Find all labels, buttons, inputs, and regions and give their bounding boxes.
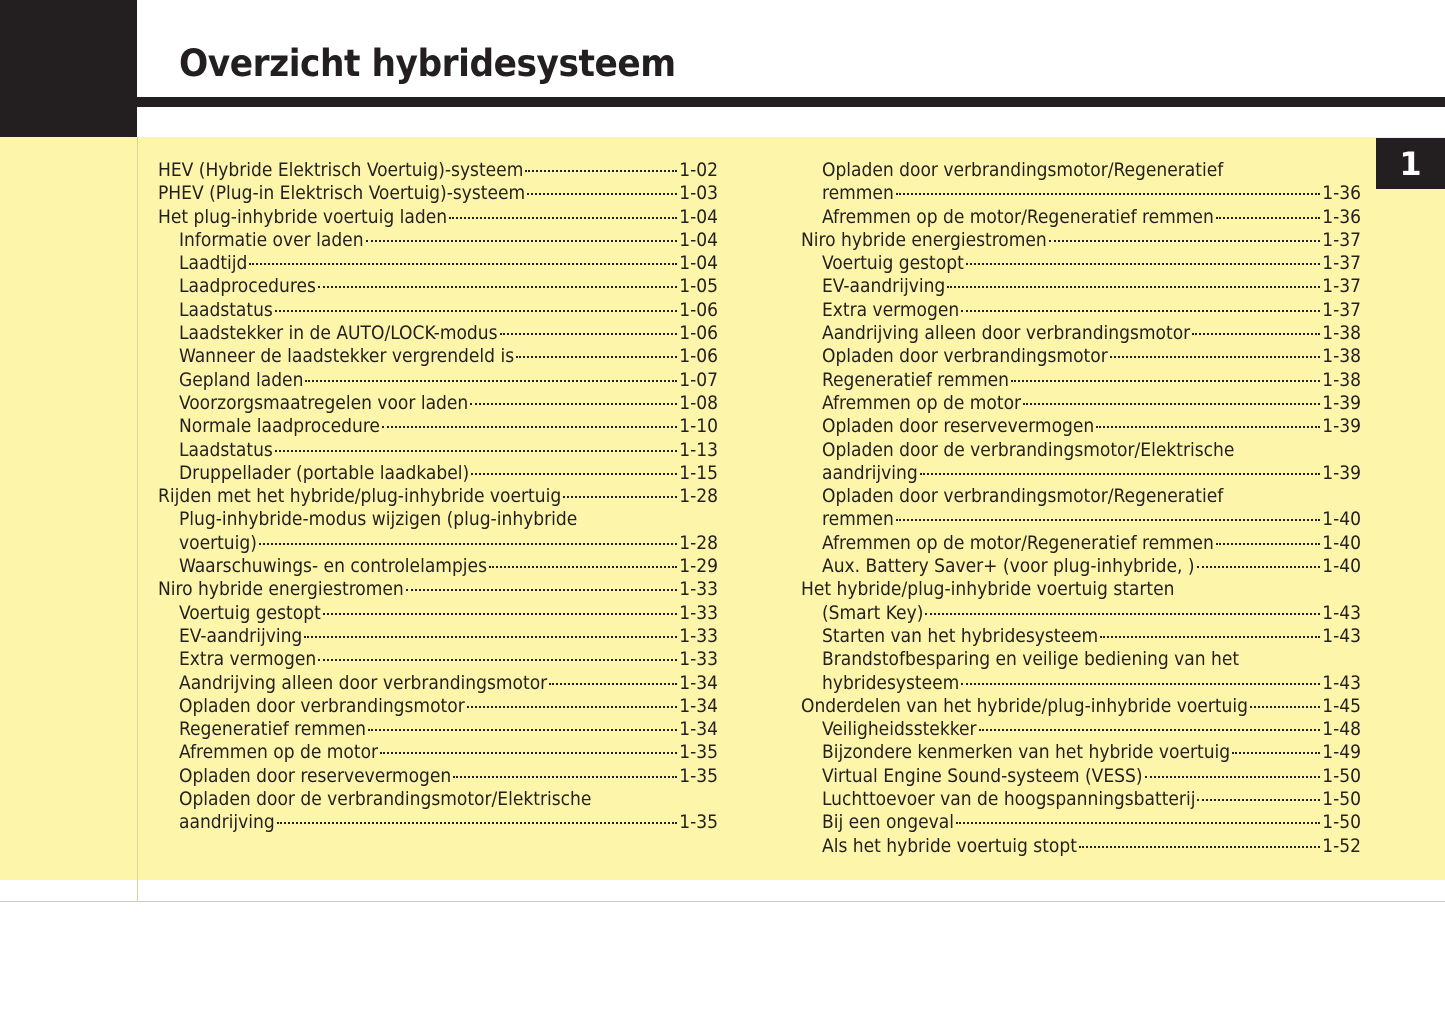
toc-entry-title: Informatie over laden	[179, 228, 364, 251]
toc-entry-title: EV-aandrijving	[822, 275, 946, 298]
dot-leader	[275, 450, 677, 452]
toc-entry-page: 1-39	[1322, 415, 1361, 438]
toc-entry-title: Laadstatus	[179, 438, 273, 461]
toc-entry-title: remmen	[822, 182, 894, 205]
toc-entry-title: Als het hybride voertuig stopt	[822, 834, 1077, 857]
toc-entry-page: 1-39	[1322, 391, 1361, 414]
toc-entry-page: 1-50	[1322, 764, 1361, 787]
dot-leader	[525, 170, 677, 172]
toc-entry-title: Opladen door verbrandingsmotor/Regeneratief	[822, 159, 1224, 181]
dot-leader	[366, 240, 678, 242]
toc-entry[interactable]	[158, 369, 718, 392]
toc-entry-page: 1-06	[679, 322, 718, 345]
toc-entry-title: aandrijving	[179, 811, 275, 834]
dot-leader	[1096, 426, 1320, 428]
dot-leader	[304, 636, 677, 638]
dot-leader	[305, 380, 677, 382]
dot-leader	[527, 193, 677, 195]
toc-entry-title: Brandstofbesparing en veilige bediening van het	[822, 648, 1240, 671]
toc-entry-title: Niro hybride energiestromen	[158, 578, 404, 601]
toc-entry[interactable]	[801, 648, 1361, 671]
dot-leader	[1250, 706, 1320, 708]
toc-entry[interactable]	[801, 206, 1361, 229]
toc-entry-page: 1-36	[1322, 182, 1361, 205]
toc-entry-page: 1-06	[679, 298, 718, 321]
toc-entry-page: 1-40	[1322, 508, 1361, 531]
header-rule	[137, 97, 1445, 107]
toc-entry[interactable]	[158, 625, 718, 648]
toc-entry-title: Opladen door de verbrandingsmotor/Elektrische	[822, 438, 1235, 461]
toc-entry[interactable]	[158, 672, 718, 695]
dot-leader	[470, 403, 677, 405]
dot-leader	[1145, 776, 1321, 778]
toc-entry-page: 1-40	[1322, 531, 1361, 554]
toc-entry[interactable]	[801, 369, 1361, 392]
dot-leader	[500, 333, 678, 335]
dot-leader	[1011, 380, 1320, 382]
toc-entry-title: Het hybride/plug-inhybride voertuig starten	[801, 578, 1175, 601]
toc-entry-title: Bijzondere kenmerken van het hybride voertuig	[822, 741, 1231, 764]
toc-entry-title: Afremmen op de motor	[822, 391, 1022, 414]
toc-entry-page: 1-38	[1322, 368, 1361, 391]
margin-divider	[137, 137, 138, 901]
toc-entry-page: 1-50	[1322, 788, 1361, 811]
toc-entry-title: Opladen door verbrandingsmotor	[179, 694, 465, 717]
toc-entry-title: Aandrijving alleen door verbrandingsmotor	[822, 322, 1191, 345]
toc-entry[interactable]	[801, 811, 1361, 834]
toc-entry-title: hybridesysteem	[822, 671, 960, 694]
toc-entry[interactable]	[801, 602, 1361, 625]
toc-entry[interactable]	[801, 835, 1361, 858]
dot-leader	[563, 496, 677, 498]
toc-entry-title: Bij een ongeval	[822, 811, 954, 834]
toc-entry[interactable]	[158, 322, 718, 345]
toc-entry[interactable]	[158, 485, 718, 508]
toc-entry-page: 1-29	[679, 555, 718, 578]
toc-entry-page: 1-43	[1322, 671, 1361, 694]
toc-entry-page: 1-37	[1322, 275, 1361, 298]
toc-entry-title: voertuig)	[179, 531, 257, 554]
footer-rule	[0, 901, 1445, 902]
toc-entry-title: Voertuig gestopt	[179, 601, 321, 624]
dot-leader	[1110, 356, 1320, 358]
dot-leader	[277, 822, 677, 824]
toc-entry-page: 1-50	[1322, 811, 1361, 834]
toc-entry[interactable]	[158, 788, 718, 811]
toc-entry-title: Laadtijd	[179, 252, 248, 275]
toc-entry-page: 1-43	[1322, 601, 1361, 624]
toc-entry-title: EV-aandrijving	[179, 624, 303, 647]
toc-entry-page: 1-34	[679, 671, 718, 694]
toc-entry-page: 1-04	[679, 228, 718, 251]
toc-entry[interactable]	[158, 299, 718, 322]
toc-entry[interactable]	[158, 532, 718, 555]
dot-leader	[323, 613, 677, 615]
toc-entry-title: Extra vermogen	[179, 648, 317, 671]
toc-entry[interactable]	[801, 672, 1361, 695]
toc-column-right	[801, 159, 1361, 858]
toc-entry-title: Waarschuwings- en controlelampjes	[179, 555, 487, 578]
dot-leader	[1216, 217, 1320, 219]
toc-entry[interactable]	[801, 718, 1361, 741]
dot-leader	[406, 589, 677, 591]
toc-entry-page: 1-35	[679, 764, 718, 787]
toc-entry[interactable]	[158, 602, 718, 625]
toc-entry-page: 1-08	[679, 391, 718, 414]
toc-entry-page: 1-36	[1322, 205, 1361, 228]
toc-entry-page: 1-34	[679, 718, 718, 741]
dot-leader	[275, 310, 677, 312]
toc-entry-page: 1-39	[1322, 461, 1361, 484]
toc-entry-page: 1-03	[679, 182, 718, 205]
toc-entry-page: 1-35	[679, 741, 718, 764]
toc-entry[interactable]	[158, 508, 718, 531]
toc-entry-page: 1-49	[1322, 741, 1361, 764]
dot-leader	[549, 683, 677, 685]
toc-entry[interactable]	[801, 485, 1361, 508]
dot-leader	[979, 729, 1321, 731]
dot-leader	[1100, 636, 1320, 638]
toc-entry[interactable]	[801, 555, 1361, 578]
toc-entry-title: Virtual Engine Sound-systeem (VESS)	[822, 764, 1143, 787]
toc-entry[interactable]	[801, 345, 1361, 368]
toc-entry-page: 1-35	[679, 811, 718, 834]
dot-leader	[368, 729, 677, 731]
toc-entry-page: 1-33	[679, 578, 718, 601]
dot-leader	[453, 776, 677, 778]
toc-entry[interactable]	[801, 439, 1361, 462]
dot-leader	[1197, 566, 1321, 568]
toc-entry[interactable]	[801, 508, 1361, 531]
toc-entry[interactable]	[158, 252, 718, 275]
toc-entry-title: Voertuig gestopt	[822, 252, 964, 275]
toc-entry-page: 1-10	[679, 415, 718, 438]
toc-entry-page: 1-04	[679, 205, 718, 228]
dot-leader	[318, 286, 677, 288]
toc-column-left	[158, 159, 718, 835]
toc-entry[interactable]	[158, 811, 718, 834]
toc-entry[interactable]	[801, 252, 1361, 275]
toc-entry-page: 1-06	[679, 345, 718, 368]
dot-leader	[925, 613, 1320, 615]
toc-entry-title: Regeneratief remmen	[822, 368, 1009, 391]
toc-entry-page: 1-43	[1322, 624, 1361, 647]
toc-entry[interactable]	[158, 439, 718, 462]
toc-entry-page: 1-37	[1322, 298, 1361, 321]
toc-entry[interactable]	[801, 695, 1361, 718]
toc-entry-title: Afremmen op de motor/Regeneratief remmen	[822, 531, 1214, 554]
dot-leader	[489, 566, 677, 568]
dot-leader	[382, 426, 677, 428]
toc-entry-title: HEV (Hybride Elektrisch Voertuig)-systeem	[158, 159, 524, 181]
toc-entry-title: Wanneer de laadstekker vergrendeld is	[179, 345, 515, 368]
dot-leader	[1079, 846, 1320, 848]
toc-entry[interactable]	[801, 229, 1361, 252]
toc-entry-title: Opladen door de verbrandingsmotor/Elektrische	[179, 788, 592, 811]
toc-entry[interactable]	[801, 299, 1361, 322]
dot-leader	[380, 752, 677, 754]
toc-entry[interactable]	[158, 206, 718, 229]
toc-entry-page: 1-34	[679, 694, 718, 717]
dot-leader	[896, 519, 1320, 521]
toc-entry-title: Starten van het hybridesysteem	[822, 624, 1099, 647]
toc-entry-title: Afremmen op de motor	[179, 741, 379, 764]
dot-leader	[920, 473, 1320, 475]
toc-entry-page: 1-33	[679, 624, 718, 647]
dot-leader	[516, 356, 677, 358]
toc-entry[interactable]	[158, 578, 718, 601]
toc-entry[interactable]	[158, 648, 718, 671]
toc-entry[interactable]	[801, 322, 1361, 345]
dot-leader	[1216, 543, 1320, 545]
toc-entry-page: 1-37	[1322, 252, 1361, 275]
toc-entry-page: 1-33	[679, 648, 718, 671]
toc-entry[interactable]	[158, 765, 718, 788]
toc-entry[interactable]	[158, 275, 718, 298]
toc-entry[interactable]	[158, 415, 718, 438]
toc-entry[interactable]	[801, 578, 1361, 601]
toc-entry[interactable]	[801, 415, 1361, 438]
toc-entry-title: Laadstekker in de AUTO/LOCK-modus	[179, 322, 498, 345]
chapter-tab[interactable]: 1	[1376, 138, 1445, 189]
dot-leader	[1232, 752, 1320, 754]
toc-entry-page: 1-02	[679, 159, 718, 181]
toc-entry-title: Niro hybride energiestromen	[801, 228, 1047, 251]
dot-leader	[1192, 333, 1320, 335]
toc-entry[interactable]	[158, 159, 718, 182]
dot-leader	[249, 263, 677, 265]
dot-leader	[259, 543, 677, 545]
dot-leader	[947, 286, 1320, 288]
toc-entry[interactable]	[158, 462, 718, 485]
toc-entry-title: Afremmen op de motor/Regeneratief remmen	[822, 205, 1214, 228]
toc-entry-page: 1-15	[679, 461, 718, 484]
dot-leader	[966, 263, 1320, 265]
toc-entry-title: Laadstatus	[179, 298, 273, 321]
toc-entry[interactable]	[158, 741, 718, 764]
dot-leader	[1049, 240, 1320, 242]
toc-entry[interactable]	[801, 275, 1361, 298]
toc-entry-page: 1-33	[679, 601, 718, 624]
toc-entry[interactable]	[158, 229, 718, 252]
dot-leader	[467, 706, 677, 708]
toc-entry-title: Opladen door reservevermogen	[179, 764, 452, 787]
dot-leader	[961, 310, 1320, 312]
toc-entry[interactable]	[158, 392, 718, 415]
toc-entry-title: Het plug-inhybride voertuig laden	[158, 205, 448, 228]
toc-entry[interactable]	[158, 182, 718, 205]
toc-entry[interactable]	[158, 718, 718, 741]
toc-entry-title: Aandrijving alleen door verbrandingsmotor	[179, 671, 548, 694]
toc-entry-title: remmen	[822, 508, 894, 531]
toc-entry-page: 1-07	[679, 368, 718, 391]
toc-entry-page: 1-04	[679, 252, 718, 275]
toc-entry-page: 1-38	[1322, 345, 1361, 368]
toc-entry-page: 1-37	[1322, 228, 1361, 251]
toc-entry[interactable]	[158, 555, 718, 578]
dot-leader	[1197, 799, 1320, 801]
toc-entry-title: PHEV (Plug-in Elektrisch Voertuig)-systeem	[158, 182, 526, 205]
dot-leader	[471, 473, 677, 475]
toc-entry-title: Druppellader (portable laadkabel)	[179, 461, 470, 484]
toc-entry[interactable]	[801, 625, 1361, 648]
toc-entry[interactable]	[801, 159, 1361, 182]
toc-entry-title: Opladen door verbrandingsmotor	[822, 345, 1108, 368]
toc-entry-title: Plug-inhybride-modus wijzigen (plug-inhybride	[179, 508, 578, 531]
toc-entry-page: 1-28	[679, 531, 718, 554]
toc-entry[interactable]	[801, 788, 1361, 811]
toc-entry-page: 1-38	[1322, 322, 1361, 345]
toc-entry[interactable]	[801, 741, 1361, 764]
toc-entry-title: Opladen door reservevermogen	[822, 415, 1095, 438]
toc-entry-title: Laadprocedures	[179, 275, 316, 298]
toc-entry-title: Normale laadprocedure	[179, 415, 380, 438]
toc-entry[interactable]	[801, 392, 1361, 415]
toc-entry-page: 1-28	[679, 485, 718, 508]
dot-leader	[961, 683, 1320, 685]
dot-leader	[896, 193, 1320, 195]
toc-entry-title: (Smart Key)	[822, 601, 924, 624]
dot-leader	[956, 822, 1320, 824]
toc-entry-title: Onderdelen van het hybride/plug-inhybride voertuig	[801, 694, 1248, 717]
toc-entry-title: Veiligheidsstekker	[822, 718, 977, 741]
toc-entry[interactable]	[801, 765, 1361, 788]
toc-entry[interactable]	[158, 345, 718, 368]
toc-entry-title: Voorzorgsmaatregelen voor laden	[179, 391, 469, 414]
toc-entry-page: 1-05	[679, 275, 718, 298]
toc-entry-title: Regeneratief remmen	[179, 718, 366, 741]
toc-entry-title: Opladen door verbrandingsmotor/Regeneratief	[822, 485, 1224, 508]
page-title: Overzicht hybridesysteem	[179, 42, 676, 85]
dot-leader	[449, 217, 677, 219]
toc-entry-page: 1-48	[1322, 718, 1361, 741]
header-black-block	[0, 0, 137, 137]
dot-leader	[1023, 403, 1320, 405]
toc-entry-title: Aux. Battery Saver+ (voor plug-inhybride, )	[822, 555, 1195, 578]
toc-entry-title: Rijden met het hybride/plug-inhybride voertuig	[158, 485, 562, 508]
dot-leader	[318, 659, 677, 661]
toc-entry[interactable]	[801, 532, 1361, 555]
toc-entry-page: 1-40	[1322, 555, 1361, 578]
toc-entry[interactable]	[158, 695, 718, 718]
toc-entry-page: 1-45	[1322, 694, 1361, 717]
toc-entry-page: 1-13	[679, 438, 718, 461]
toc-entry-title: Extra vermogen	[822, 298, 960, 321]
toc-entry-page: 1-52	[1322, 834, 1361, 857]
toc-entry-title: Gepland laden	[179, 368, 304, 391]
toc-entry-title: Luchttoevoer van de hoogspanningsbatterij	[822, 788, 1196, 811]
toc-entry[interactable]	[801, 462, 1361, 485]
toc-entry-title: aandrijving	[822, 461, 918, 484]
toc-entry[interactable]	[801, 182, 1361, 205]
